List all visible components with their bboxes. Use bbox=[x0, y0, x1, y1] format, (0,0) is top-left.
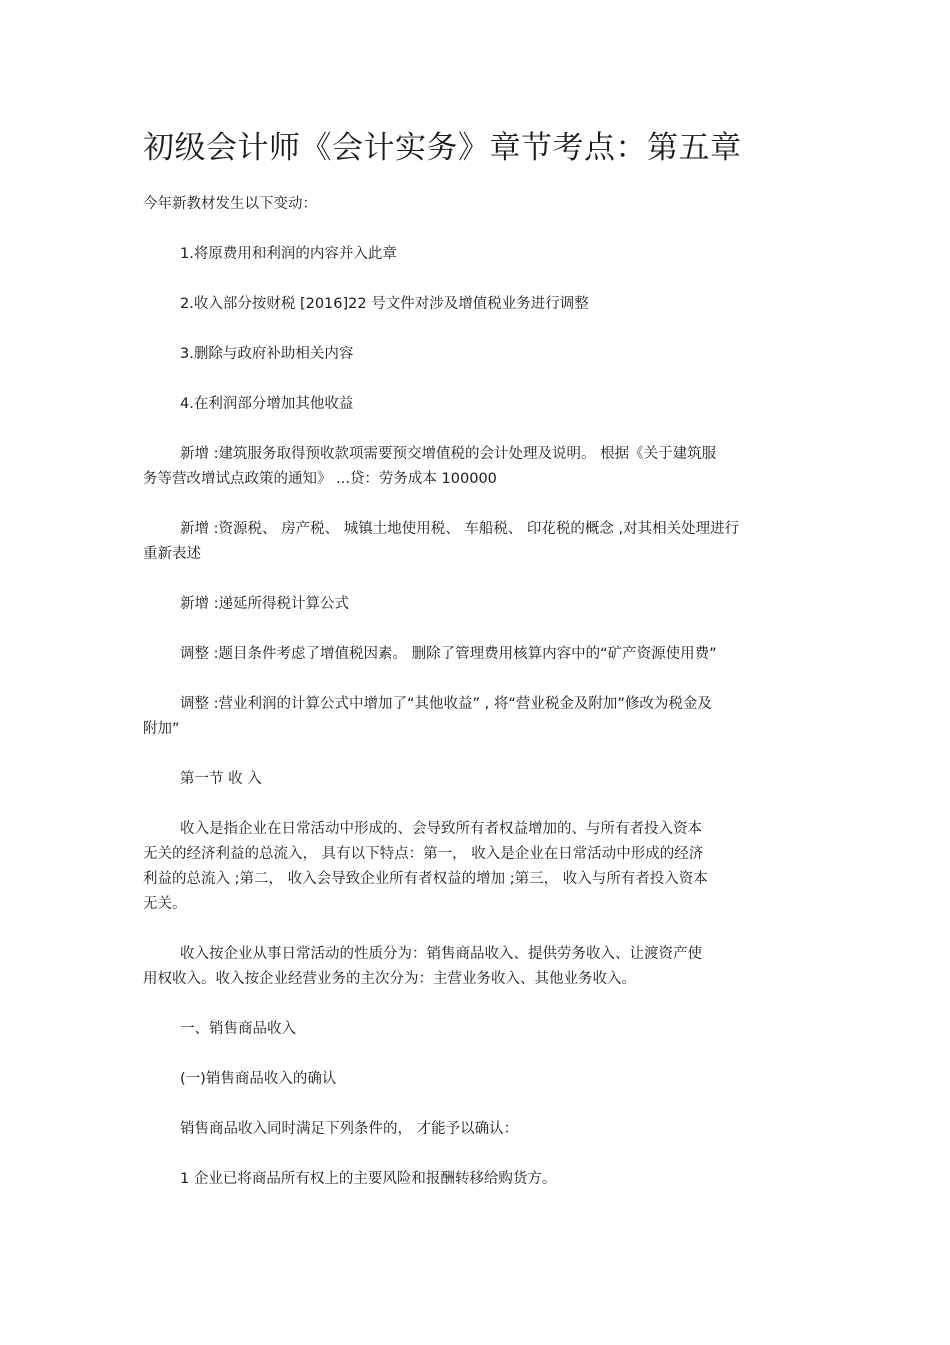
change-item-3: 3.删除与政府补助相关内容 bbox=[180, 346, 354, 362]
change-item-1: 1.将原费用和利润的内容并入此章 bbox=[180, 246, 397, 262]
adjust-item-2-line-2: 附加” bbox=[143, 721, 180, 737]
new-item-2-line-1: 新增 :资源税、 房产税、 城镇土地使用税、 车船税、 印花税的概念 ,对其相关处理进行 bbox=[180, 521, 740, 537]
subheading-2: (一)销售商品收入的确认 bbox=[180, 1071, 337, 1087]
change-item-2: 2.收入部分按财税 [2016]22 号文件对涉及增值税业务进行调整 bbox=[180, 296, 589, 312]
document-title: 初级会计师《会计实务》章节考点：第五章 bbox=[143, 130, 742, 166]
new-item-3: 新增 :递延所得税计算公式 bbox=[180, 596, 349, 612]
adjust-item-1: 调整 :题目条件考虑了增值税因素。 删除了管理费用核算内容中的“矿产资源使用费” bbox=[180, 646, 717, 662]
change-item-4: 4.在利润部分增加其他收益 bbox=[180, 396, 354, 412]
conditions-intro: 销售商品收入同时满足下列条件的， 才能予以确认： bbox=[180, 1121, 519, 1137]
intro-line: 今年新教材发生以下变动： bbox=[143, 196, 317, 212]
paragraph-1-line-4: 无关。 bbox=[143, 896, 187, 912]
new-item-1-line-2: 务等营改增试点政策的通知》 ...贷：劳务成本 100000 bbox=[143, 471, 497, 487]
paragraph-1-line-1: 收入是指企业在日常活动中形成的、会导致所有者权益增加的、与所有者投入资本 bbox=[180, 821, 702, 837]
new-item-1-line-1: 新增 :建筑服务取得预收款项需要预交增值税的会计处理及说明。 根据《关于建筑服 bbox=[180, 446, 717, 462]
paragraph-2-line-2: 用权收入。收入按企业经营业务的主次分为：主营业务收入、其他业务收入。 bbox=[143, 971, 636, 987]
section-heading: 第一节 收 入 bbox=[180, 771, 262, 787]
paragraph-1-line-3: 利益的总流入 ;第二， 收入会导致企业所有者权益的增加 ;第三， 收入与所有者投入资本 bbox=[143, 871, 708, 887]
adjust-item-2-line-1: 调整 :营业利润的计算公式中增加了“其他收益” , 将“营业税金及附加”修改为税金及 bbox=[180, 696, 712, 712]
new-item-2-line-2: 重新表述 bbox=[143, 546, 201, 562]
paragraph-2-line-1: 收入按企业从事日常活动的性质分为：销售商品收入、提供劳务收入、让渡资产使 bbox=[180, 946, 702, 962]
paragraph-1-line-2: 无关的经济利益的总流入， 具有以下特点：第一， 收入是企业在日常活动中形成的经济 bbox=[143, 846, 704, 862]
subheading-1: 一、销售商品收入 bbox=[180, 1021, 296, 1037]
condition-item-1: 1 企业已将商品所有权上的主要风险和报酬转移给购货方。 bbox=[180, 1171, 557, 1187]
